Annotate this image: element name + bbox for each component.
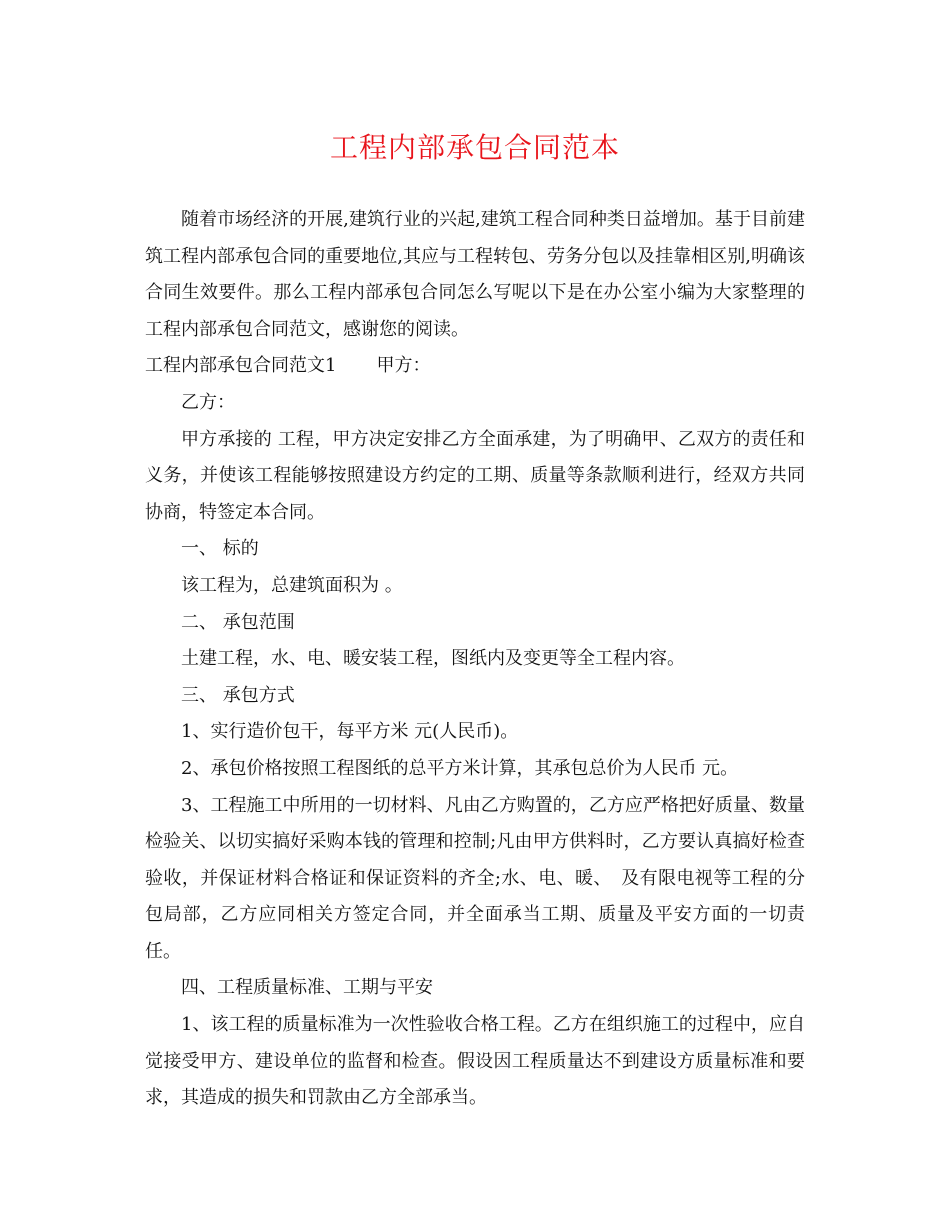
section-heading: 一、 标的 xyxy=(181,538,259,560)
section-paragraph: 该工程为，总建筑面积为 。 xyxy=(181,574,403,596)
section-paragraph: 1、该工程的质量标准为一次性验收合格工程。乙方在组织施工的过程中，应自觉接受甲方、建设单位的监督和检查。假设因工程质量达不到建设方质量标准和要求，其造成的损失和罚款由乙方全部承当。 xyxy=(145,1014,805,1109)
section-paragraph: 2、承包价格按照工程图纸的总平方米计算，其承包总价为人民币 元。 xyxy=(181,757,739,779)
document-title: 工程内部承包合同范本 xyxy=(329,131,620,164)
section-paragraph: 3、工程施工中所用的一切材料、凡由乙方购置的，乙方应严格把好质量、数量检验关、以切实搞好采购本钱的管理和控制;凡由甲方供料时，乙方要认真搞好检查验收，并保证材料合格证和保证资料的齐全;水、电、暖、 及有限电视等工程的分包局部，乙方应同相关方签定合同，并全面承当工期、质量及平安方面的一切责任。 xyxy=(145,794,805,962)
party-b-label: 乙方： xyxy=(181,391,235,413)
section-heading: 四、工程质量标准、工期与平安 xyxy=(181,977,433,999)
section-heading: 二、 承包范围 xyxy=(181,611,295,633)
section-paragraph: 土建工程，水、电、暖安装工程，图纸内及变更等全工程内容。 xyxy=(181,648,685,670)
intro-paragraph: 随着市场经济的开展,建筑行业的兴起,建筑工程合同种类日益增加。基于目前建筑工程内部承包合同的重要地位,其应与工程转包、劳务分包以及挂靠相区别,明确该合同生效要件。那么工程内部承包合同怎么写呢以下是在办公室小编为大家整理的工程内部承包合同范文，感谢您的阅读。 xyxy=(145,209,805,340)
sample-heading-line xyxy=(145,348,805,385)
party-a-label: 甲方： xyxy=(376,355,431,377)
document-body xyxy=(145,202,805,1117)
section-paragraph: 1、实行造价包干，每平方米 元(人民币)。 xyxy=(181,721,519,743)
section-heading: 三、 承包方式 xyxy=(181,684,295,706)
preamble-paragraph: 甲方承接的 工程，甲方决定安排乙方全面承建，为了明确甲、乙双方的责任和义务，并使该工程能够按照建设方约定的工期、质量等条款顺利进行，经双方共同协商，特签定本合同。 xyxy=(145,428,805,523)
sample-label: 工程内部承包合同范文1 xyxy=(145,355,337,377)
